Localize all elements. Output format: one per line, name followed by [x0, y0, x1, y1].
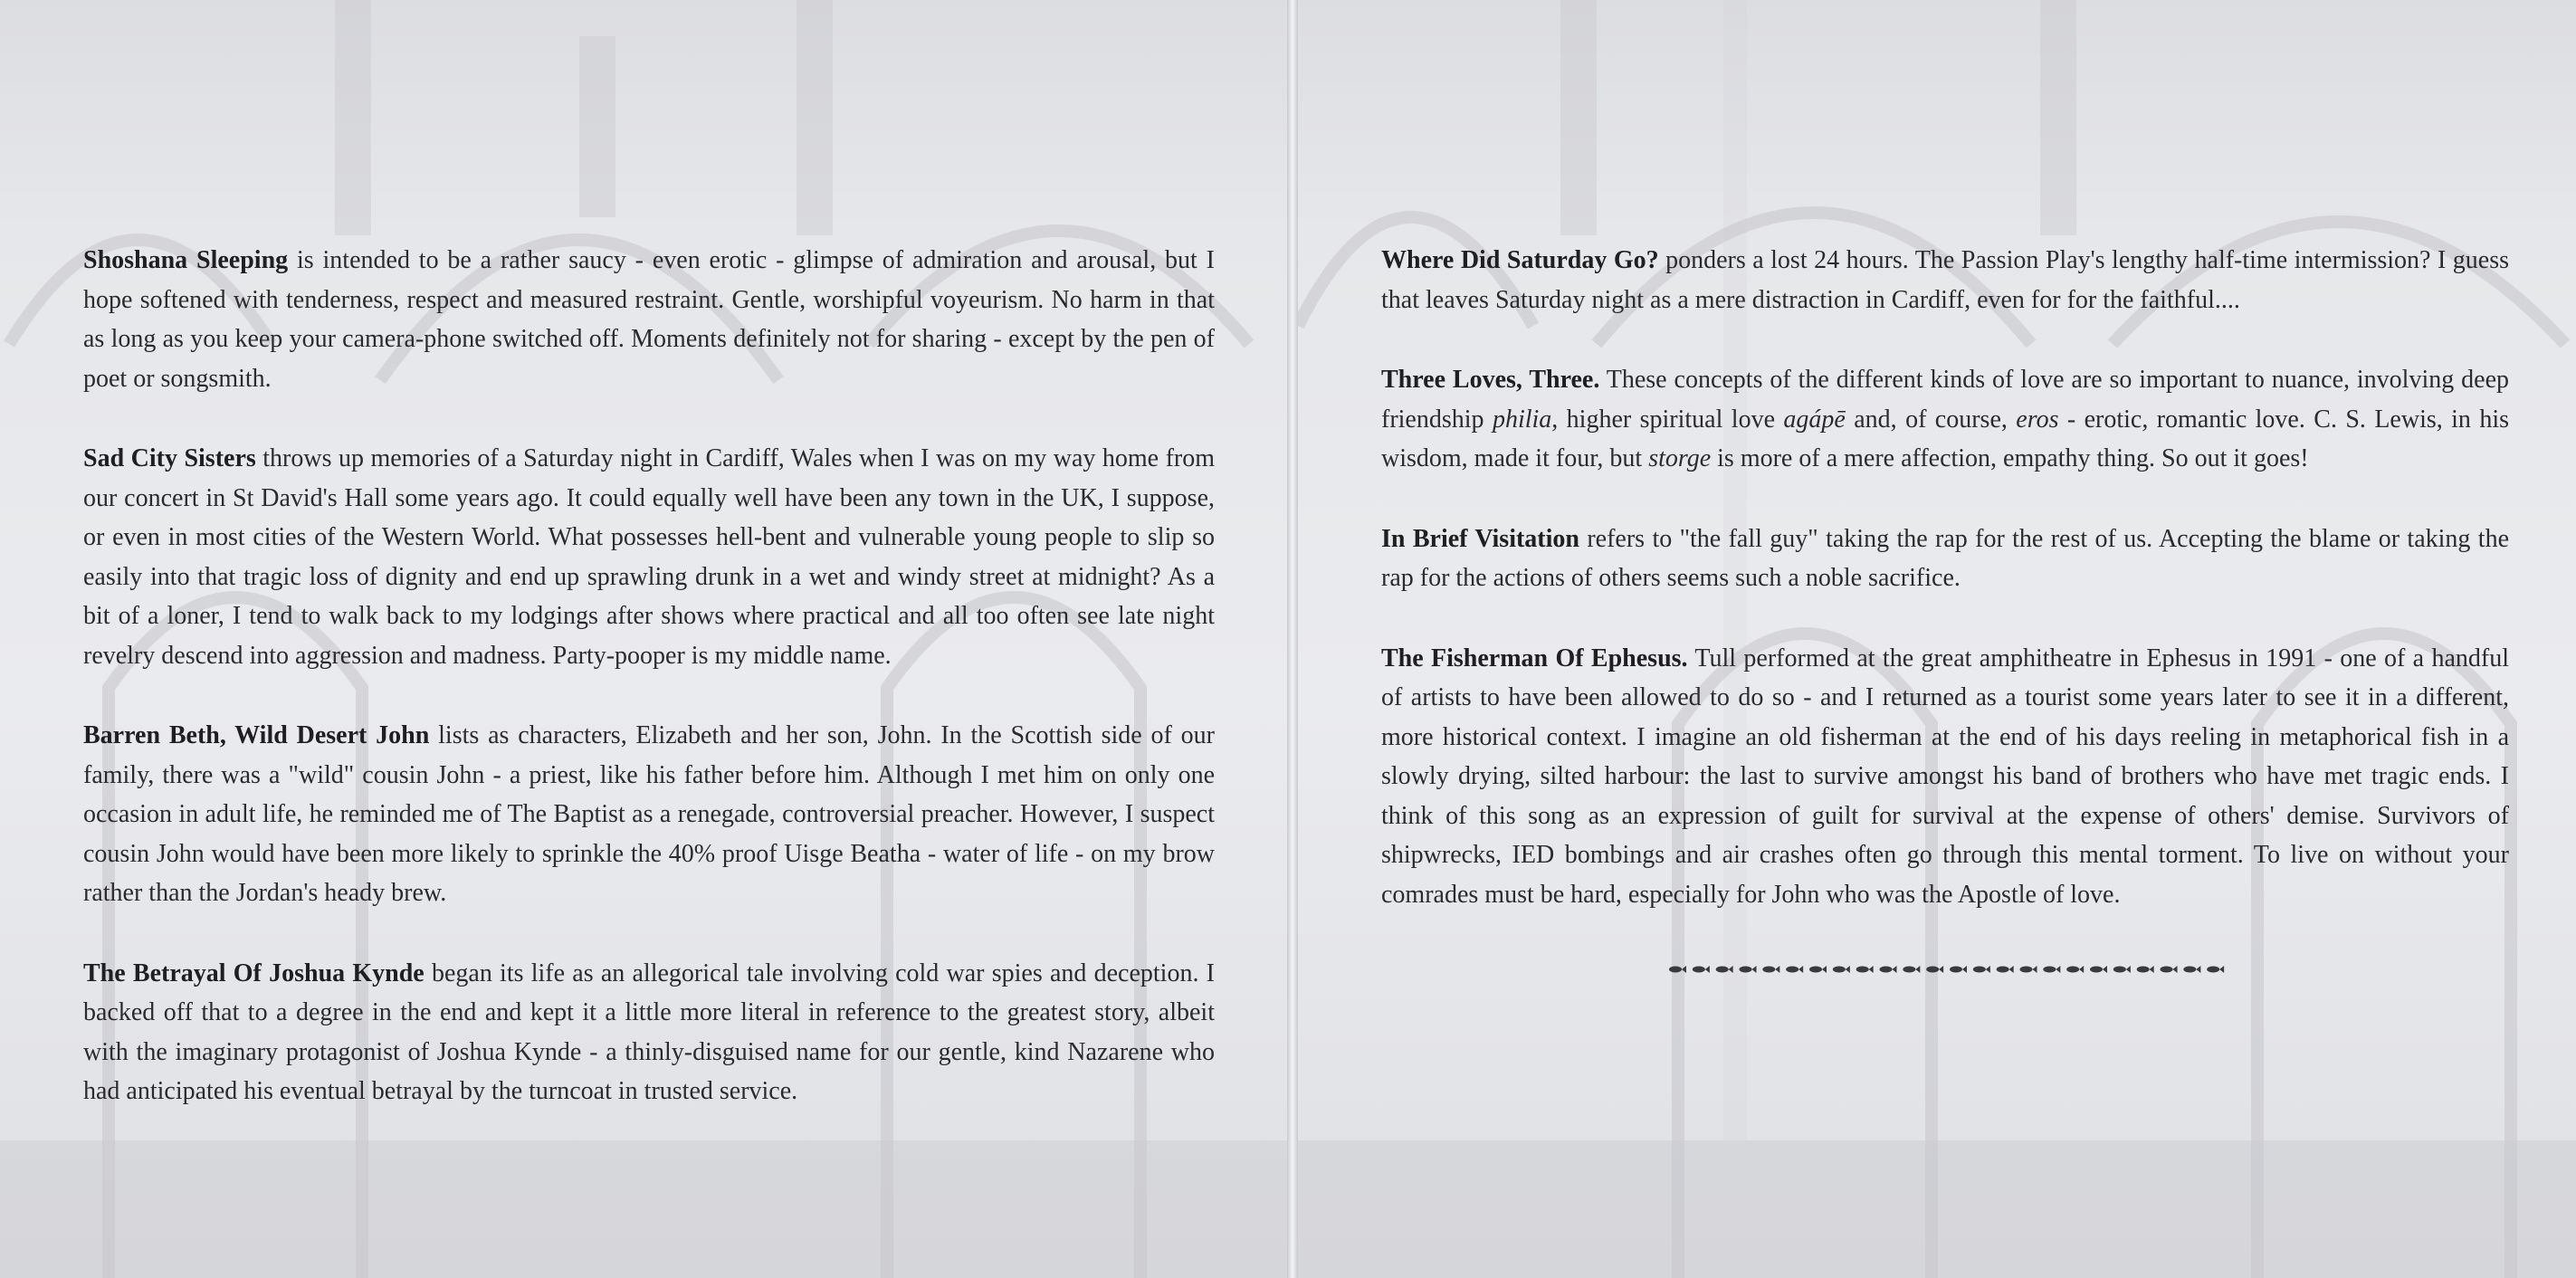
right-page	[1298, 0, 2576, 1278]
fish-glyph-icon	[1926, 966, 1943, 973]
fish-glyph-icon	[1716, 966, 1733, 973]
fish-glyph-icon	[1833, 966, 1850, 973]
fish-glyph-icon	[2137, 966, 2154, 973]
song-title: The Betrayal Of Joshua Kynde	[83, 958, 425, 987]
paragraph-betrayal-joshua-kynde	[83, 954, 1215, 1111]
song-title: Sad City Sisters	[83, 444, 256, 472]
page-gutter	[1287, 0, 1298, 1278]
song-title: Barren Beth, Wild Desert John	[83, 721, 430, 749]
fish-glyph-icon	[2020, 966, 2037, 973]
paragraph-where-did-saturday-go	[1381, 241, 2509, 320]
song-title: The Fisherman Of Ephesus.	[1381, 644, 1688, 672]
fish-glyph-icon	[2090, 966, 2107, 973]
fish-glyph-icon	[1950, 966, 1967, 973]
fish-glyph-icon	[1809, 966, 1827, 973]
left-text-column	[83, 241, 1215, 1152]
fish-glyph-icon	[1856, 966, 1874, 973]
fish-glyph-icon	[1997, 966, 2014, 973]
fish-glyph-icon	[1903, 966, 1920, 973]
fish-glyph-icon	[1693, 966, 1710, 973]
term-eros: eros	[2016, 405, 2059, 434]
song-title: Where Did Saturday Go?	[1381, 246, 1659, 274]
paragraph-barren-beth	[83, 716, 1215, 913]
song-title: Shoshana Sleeping	[83, 246, 289, 274]
right-text-column	[1381, 241, 2509, 955]
paragraph-body: and, of course,	[1845, 405, 2017, 434]
fish-glyph-icon	[1740, 966, 1757, 973]
term-philia: philia	[1492, 405, 1552, 434]
fish-glyph-icon	[2066, 966, 2084, 973]
paragraph-three-loves-three	[1381, 360, 2509, 479]
fish-glyph-icon	[1973, 966, 1990, 973]
paragraph-sad-city-sisters	[83, 439, 1215, 675]
paragraph-body: is intended to be a rather saucy - even erotic - glimpse of admiration and arousal, but I hope softened with tenderness, respect and measured restraint. Gentle, worshipful voyeurism. No harm in that as long as you keep your camera-phone switched off. Moments definitely not for sharing - except by the pen of poet or songsmith.	[83, 246, 1216, 393]
paragraph-shoshana-sleeping	[83, 241, 1215, 398]
term-storge: storge	[1648, 444, 1712, 472]
fish-glyph-icon	[2207, 966, 2224, 973]
paragraph-body: , higher spiritual love	[1551, 405, 1784, 434]
fish-glyph-icon	[2113, 966, 2131, 973]
fish-glyph-icon	[1669, 966, 1686, 973]
paragraph-body: ponders a lost 24 hours. The Passion Play's lengthy half-time intermission? I guess that leaves Saturday night as a mere distraction in Cardiff, even for for the faithful....	[1381, 246, 2510, 314]
song-title: In Brief Visitation	[1381, 524, 1579, 553]
paragraph-body: is more of a mere affection, empathy thing. So out it goes!	[1711, 444, 2309, 472]
fish-row-ornament-icon	[1665, 961, 2226, 978]
fish-glyph-icon	[1786, 966, 1803, 973]
term-agape: agápē	[1783, 405, 1846, 434]
paragraph-body: throws up memories of a Saturday night in Cardiff, Wales when I was on my way home from our concert in St David's Hall some years ago. It could equally well have been any town in the UK, I suppose, or even in most cities of the Western World. What possesses hell-bent and vulnerable young people to slip so easily into that tragic loss of dignity and end up sprawling drunk in a wet and windy street at midnight? As a bit of a loner, I tend to walk back to my lodgings after shows where practical and all too often see late night revelry descend into aggression and madness. Party-pooper is my middle name.	[83, 444, 1215, 670]
fish-glyph-icon	[1880, 966, 1897, 973]
paragraph-fisherman-of-ephesus	[1381, 639, 2509, 915]
song-title: Three Loves, Three.	[1381, 366, 1600, 394]
paragraph-body: refers to "the fall guy" taking the rap for the rest of us. Accepting the blame or taking the rap for the actions of others seems such a noble sacrifice.	[1381, 524, 2509, 592]
left-page	[0, 0, 1287, 1278]
paragraph-in-brief-visitation	[1381, 520, 2509, 598]
fish-glyph-icon	[2183, 966, 2200, 973]
fish-glyph-icon	[2161, 966, 2178, 973]
paragraph-body: Tull performed at the great amphitheatre in Ephesus in 1991 - one of a handful of artists to have been allowed to do so - and I returned as a tourist some years later to see it in a different, more historical context. I imagine an old fisherman at the end of his days reeling in metaphorical fish in a slowly drying, silted harbour: the last to survive amongst his band of brothers who have met tragic ends. I think of this song as an expression of guilt for survival at the expense of others' demise. Survivors of shipwrecks, IED bombings and air crashes often go through this mental torment. To live on without your comrades must be hard, especially for John who was the Apostle of love.	[1381, 644, 2509, 909]
fish-glyph-icon	[1762, 966, 1779, 973]
fish-glyph-icon	[2043, 966, 2060, 973]
paragraph-body: began its life as an allegorical tale involving cold war spies and deception. I backed off that to a degree in the end and kept it a little more literal in reference to the greatest story, albeit with the imaginary protagonist of Joshua Kynde - a thinly-disguised name for our gentle, kind Nazarene who had anticipated his eventual betrayal by the turncoat in trusted service.	[83, 958, 1215, 1105]
paragraph-body: lists as characters, Elizabeth and her son, John. In the Scottish side of our family, there was a "wild" cousin John - a priest, like his father before him. Although I met him on only one occasion in adult life, he reminded me of The Baptist as a renegade, controversial preacher. However, I suspect cousin John would have been more likely to sprinkle the 40% proof Uisge Beatha - water of life - on my brow rather than the Jordan's heady brew.	[83, 721, 1215, 907]
paragraph-body: - erotic, romantic love. C. S. Lewis, in his wisdom, made it four, but	[1381, 405, 2510, 472]
paragraph-body: These concepts of the different kinds of love are so important to nuance, involving deep friendship	[1381, 366, 2509, 434]
